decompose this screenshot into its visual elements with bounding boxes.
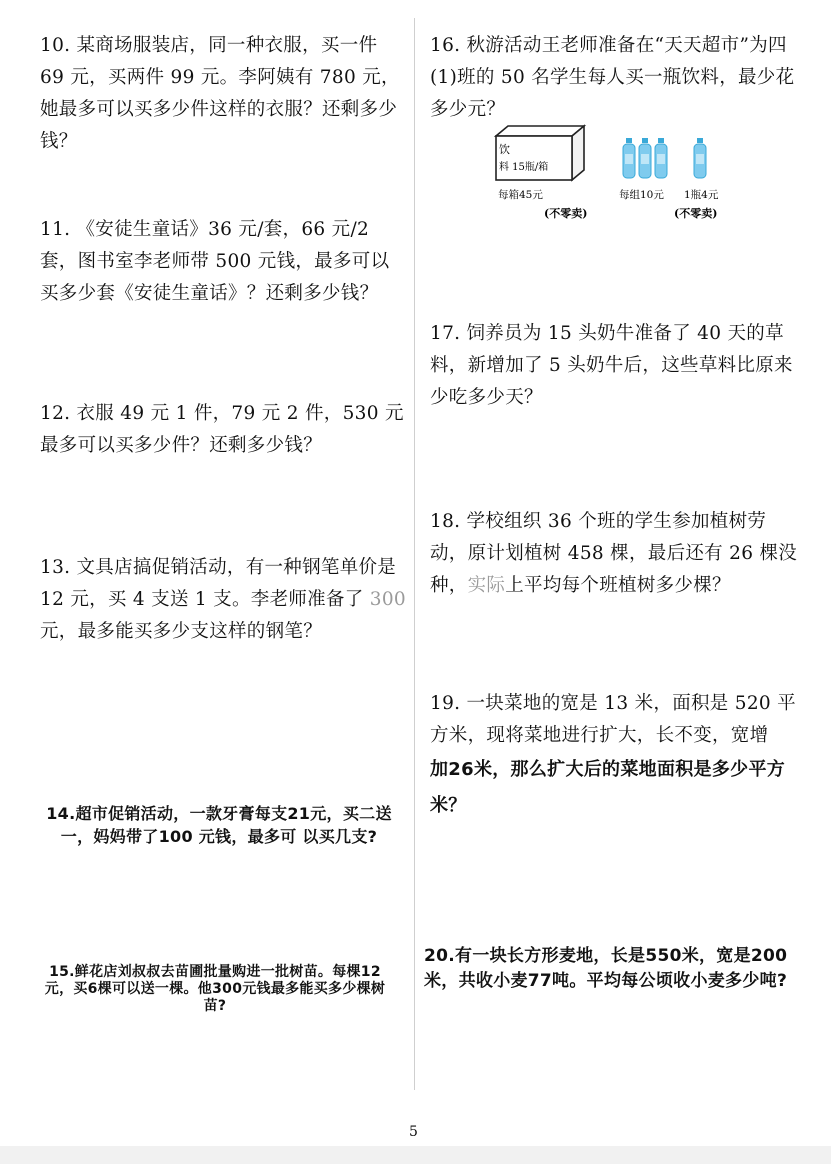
bottle-group-icon [623, 138, 667, 178]
box-label-1: 饮 [499, 143, 510, 156]
group-note: (不零卖) [674, 207, 718, 220]
question-11-text: 11. 《安徒生童话》36 元/套，66 元/2 套，图书室李老师带 500 元钱，最多可以买多少套《安徒生童话》？还剩多少钱？ [40, 219, 390, 304]
question-13-part1: 13. 文具店搞促销活动，有一种钢笔单价是 12 元，买 4 支送 1 支。李老师准备了 [40, 557, 397, 610]
question-17 [430, 318, 802, 414]
box-label-2: 料 15瓶/箱 [499, 162, 549, 173]
question-14-text: 14.超市促销活动，一款牙膏每支21元，买二送一，妈妈带了100 元钱，最多可 以买几支? [46, 804, 392, 846]
question-17-text: 17. 饲养员为 15 头奶牛准备了 40 天的草料，新增加了 5 头奶牛后，这些草料比原来少吃多少天？ [430, 323, 793, 408]
question-18-faded: 实际 [467, 575, 506, 596]
question-20-text: 20.有一块长方形麦地，长是550米，宽是200米，共收小麦77吨。平均每公顷收小麦多少吨? [424, 946, 788, 991]
single-price: 1瓶4元 [684, 189, 719, 201]
question-18-part1: 18. 学校组织 36 个班的学生参加植树劳动，原计划植树 458 棵，最后还有 26 棵没种， [430, 511, 798, 596]
question-15-text: 15.鲜花店刘叔叔去苗圃批量购进一批树苗。每棵12元，买6棵可以送一棵。他300元钱最多能买多少棵树苗? [44, 964, 386, 1014]
question-10-text: 10. 某商场服装店，同一种衣服，买一件 69 元，买两件 99 元。李阿姨有 780 元，她最多可以买多少件这样的衣服？还剩多少钱？ [40, 35, 400, 152]
question-15 [40, 964, 390, 1015]
question-19-line1: 19. 一块菜地的宽是 13 米，面积是 520 平方米，现将菜地进行扩大，长不变，宽增 [430, 693, 796, 746]
question-11 [40, 214, 406, 310]
question-18 [430, 506, 802, 602]
page-number: 5 [409, 1124, 418, 1140]
question-16-text: 16. 秋游活动王老师准备在“天天超市”为四(1)班的 50 名学生每人买一瓶饮料，最少花多少元？ [430, 35, 795, 120]
single-bottle-icon [694, 138, 706, 178]
question-18-text [430, 506, 802, 602]
question-13-text [40, 552, 406, 648]
bottom-bar [0, 1146, 831, 1164]
question-19 [430, 688, 802, 824]
question-19-line2: 加26米，那么扩大后的菜地面积是多少平方米？ [430, 759, 786, 816]
question-13-part2: 元，最多能买多少支这样的钢笔？ [40, 621, 323, 642]
question-12 [40, 398, 406, 462]
question-12-text: 12. 衣服 49 元 1 件，79 元 2 件，530 元最多可以买多少件？还剩多少钱？ [40, 403, 404, 456]
drink-price-figure [488, 124, 748, 228]
box-price: 每箱45元 [498, 189, 543, 201]
question-18-part2: 上平均每个班植树多少棵？ [505, 575, 731, 596]
question-20 [424, 944, 808, 994]
question-14 [44, 802, 394, 848]
box-note: (不零卖) [544, 207, 588, 220]
column-divider [414, 18, 415, 1090]
question-13-amount: 300 [369, 589, 406, 610]
question-16 [430, 30, 802, 126]
question-13 [40, 552, 406, 648]
group-price: 每组10元 [619, 189, 664, 201]
question-10 [40, 30, 406, 158]
